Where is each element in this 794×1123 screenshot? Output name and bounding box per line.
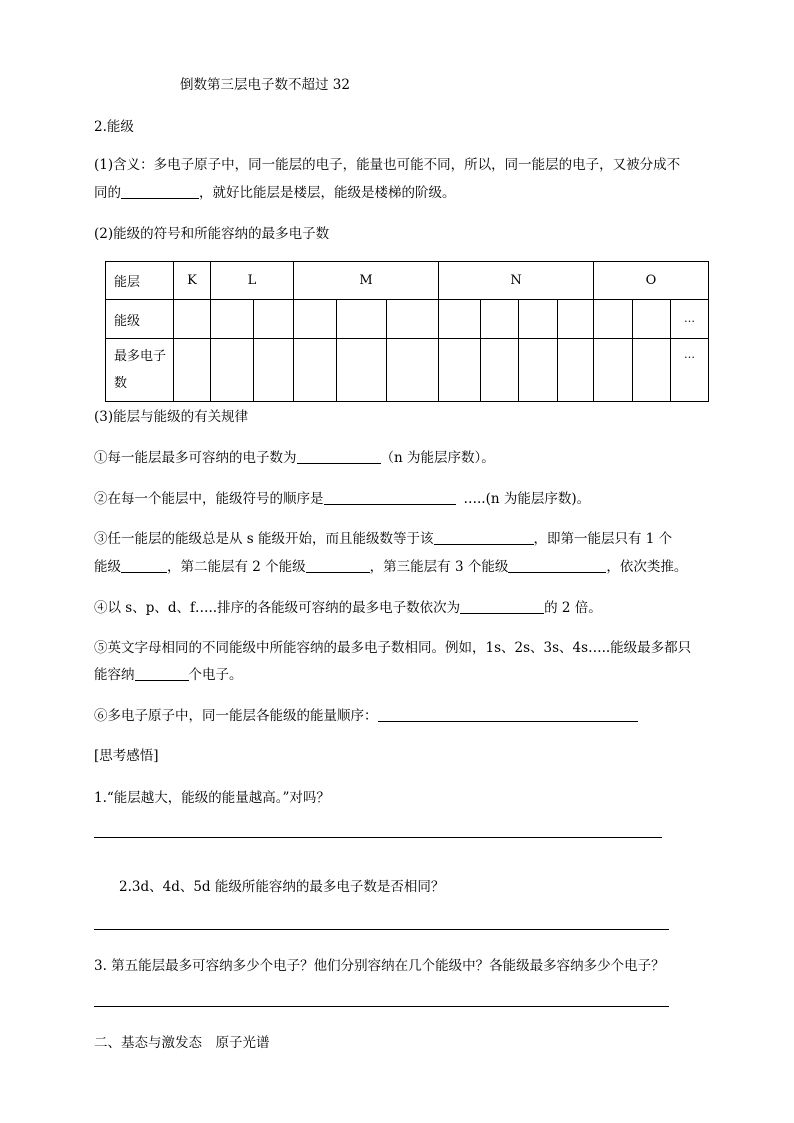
rule-3-text: ③任一能层的能级总是从 s 能级开始，而且能级数等于该	[94, 531, 434, 547]
definition-text-a: 同的	[94, 185, 121, 201]
answer-blank[interactable]	[378, 707, 638, 722]
section-title-energy-level: 2.能级	[94, 119, 134, 135]
table-cell[interactable]	[211, 339, 254, 402]
answer-blank[interactable]	[306, 558, 370, 573]
ellipsis-cell	[671, 339, 709, 402]
top-line: 倒数第三层电子数不超过 32	[180, 77, 350, 93]
energy-level-table	[105, 261, 709, 402]
row-label-max-electrons: 最多电子数	[106, 339, 174, 402]
question-3: 3. 第五能层最多可容纳多少个电子？他们分别容纳在几个能级中？各能级最多容纳多少个电子？	[94, 958, 665, 974]
shell-o: O	[594, 262, 709, 300]
rule-3-level: 能级	[94, 559, 121, 575]
question-1: 1.“能层越大，能级的能量越高。”对吗？	[94, 790, 330, 806]
answer-blank[interactable]	[121, 558, 167, 573]
table-row-max-electrons	[106, 339, 709, 402]
row-label-shell: 能层	[106, 262, 174, 300]
subsection-title-symbols: (2)能级的符号和所能容纳的最多电子数	[94, 226, 330, 242]
table-row-shell	[106, 262, 709, 300]
table-cell[interactable]	[174, 300, 211, 339]
table-cell[interactable]	[211, 300, 254, 339]
table-cell[interactable]	[254, 339, 294, 402]
next-section-title: 二、基态与激发态 原子光谱	[94, 1035, 270, 1051]
answer-blank[interactable]	[434, 530, 534, 545]
rule-4-suffix: 的 2 倍。	[544, 600, 602, 616]
table-cell[interactable]	[519, 339, 558, 402]
answer-line-2[interactable]	[94, 929, 669, 930]
ellipsis-cell	[671, 300, 709, 339]
think-title: [思考感悟]	[94, 748, 159, 764]
table-cell[interactable]	[387, 300, 439, 339]
answer-blank[interactable]	[460, 599, 544, 614]
rule-3-line-1	[94, 527, 672, 547]
rule-5-line-2	[94, 663, 243, 683]
table-cell[interactable]	[633, 300, 671, 339]
rule-6-text: ⑥多电子原子中，同一能层各能级的能量顺序：	[94, 708, 378, 724]
table-cell[interactable]	[481, 300, 519, 339]
rule-3-suffix: ，即第一能层只有 1 个	[533, 531, 673, 547]
shell-m: M	[294, 262, 439, 300]
table-cell[interactable]	[439, 300, 481, 339]
table-cell[interactable]	[294, 339, 337, 402]
table-cell[interactable]	[594, 300, 633, 339]
rule-2	[94, 487, 590, 507]
rule-5-suffix: 个电子。	[188, 667, 243, 683]
answer-blank[interactable]	[324, 490, 456, 505]
shell-n: N	[439, 262, 594, 300]
row-label-level: 能级	[106, 300, 174, 339]
rule-5-line-1: ⑤英文字母相同的不同能级中所能容纳的最多电子数相同。例如，1s、2s、3s、4s…..能级最多都只	[94, 640, 692, 656]
subsection-title-rules: (3)能层与能级的有关规律	[94, 409, 249, 425]
rule-1	[94, 446, 495, 466]
rule-3-end: ，依次类推。	[606, 559, 688, 575]
rule-6	[94, 704, 638, 724]
table-cell[interactable]	[594, 339, 633, 402]
question-2: 2.3d、4d、5d 能级所能容纳的最多电子数是否相同？	[119, 879, 445, 895]
shell-k: K	[174, 262, 211, 300]
rule-2-suffix: …..(n 为能层序数)。	[463, 491, 591, 507]
table-cell[interactable]	[337, 300, 387, 339]
table-cell[interactable]	[254, 300, 294, 339]
definition-line-1: (1)含义：多电子原子中，同一能层的电子，能量也可能不同，所以，同一能层的电子，又被分成不	[94, 157, 681, 173]
answer-line-3[interactable]	[94, 1006, 669, 1007]
answer-blank[interactable]	[135, 666, 189, 681]
table-cell[interactable]	[633, 339, 671, 402]
rule-2-text: ②在每一个能层中，能级符号的顺序是	[94, 491, 324, 507]
table-cell[interactable]	[558, 339, 594, 402]
ellipsis: …	[684, 348, 695, 361]
table-cell[interactable]	[387, 339, 439, 402]
rule-3-line-2	[94, 555, 687, 575]
ellipsis: …	[684, 312, 695, 325]
answer-line-1[interactable]	[94, 837, 662, 838]
table-cell[interactable]	[481, 339, 519, 402]
table-cell[interactable]	[174, 339, 211, 402]
rule-5-text: 能容纳	[94, 667, 135, 683]
rule-3-third: ，第三能层有 3 个能级	[369, 559, 509, 575]
answer-blank[interactable]	[508, 558, 606, 573]
table-cell[interactable]	[519, 300, 558, 339]
table-cell[interactable]	[294, 300, 337, 339]
definition-text-b: ，就好比能层是楼层，能级是楼梯的阶级。	[199, 185, 456, 201]
shell-l: L	[211, 262, 294, 300]
answer-blank[interactable]	[121, 184, 199, 199]
rule-1-text: ①每一能层最多可容纳的电子数为	[94, 450, 297, 466]
rule-4	[94, 596, 602, 616]
rule-4-text: ④以 s、p、d、f…..排序的各能级可容纳的最多电子数依次为	[94, 600, 461, 616]
table-cell[interactable]	[439, 339, 481, 402]
rule-3-second: ，第二能层有 2 个能级	[167, 559, 306, 575]
answer-blank[interactable]	[297, 449, 381, 464]
table-row-level	[106, 300, 709, 339]
table-cell[interactable]	[558, 300, 594, 339]
definition-line-2	[94, 181, 456, 201]
table-cell[interactable]	[337, 339, 387, 402]
rule-1-suffix: （n 为能层序数）。	[380, 450, 495, 466]
